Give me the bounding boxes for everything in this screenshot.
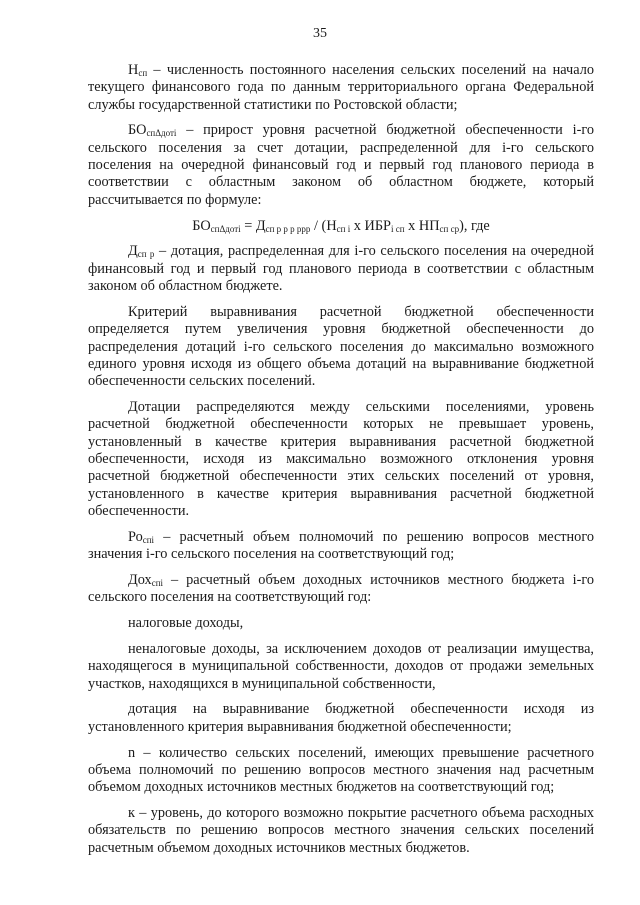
paragraph-distribution: Дотации распределяются между сельскими поселениями, уровень расчетной бюджетной обеспеченности которых не превышает уровень, установленный в качестве критерия выравнивания расчетной бюджетной обеспеченности, исходя из максимально возможного отклонения уровня расчетной бюджетной обеспеченности этих сельских поселений от уровня, установленного в качестве критерия выравнивания расчетной бюджетной обеспеченности. bbox=[88, 399, 594, 519]
symbol-subscript: сп р bbox=[137, 249, 155, 260]
document-body bbox=[88, 62, 594, 866]
symbol-subscript: спi bbox=[142, 534, 155, 545]
formula-ibr: х ИБР bbox=[350, 217, 392, 234]
formula-mid: / (Н bbox=[310, 217, 337, 234]
formula-np: х НП bbox=[404, 217, 440, 234]
definition-ro-sp bbox=[88, 529, 594, 564]
page-number: 35 bbox=[313, 26, 327, 41]
definition-text: – расчетный объем доходных источников местного бюджета i-го сельского поселения на соответствующий год: bbox=[88, 571, 594, 606]
definition-d-sp bbox=[88, 243, 594, 295]
list-item-subsidy: дотация на выравнивание бюджетной обеспеченности исходя из установленного критерия выравнивания бюджетной обеспеченности; bbox=[88, 701, 594, 735]
definition-text: – дотация, распределенная для i-го сельского поселения на очередной финансовый год и первый год планового периода в соответствии с областным законом об областном бюджете. bbox=[88, 243, 594, 295]
formula-n-sub: сп i bbox=[336, 223, 351, 234]
paragraph-criterion: Критерий выравнивания расчетной бюджетной обеспеченности определяется путем увеличения уровня бюджетной обеспеченности до распределения дотаций i-го сельского поселения до максимально возможного единого уровня исходя из общего объема дотаций на выравнивание бюджетной обеспеченности сельских поселений. bbox=[88, 303, 594, 390]
definition-text: – численность постоянного населения сельских поселений на начало текущего финансового года по данным территориального органа Федеральной службы государственной статистики по Ростовской области; bbox=[88, 62, 594, 113]
formula-tail: ), где bbox=[459, 217, 490, 234]
formula-lhs: БО bbox=[192, 217, 211, 234]
formula-lhs-sub: спΔдотi bbox=[210, 223, 241, 234]
formula bbox=[88, 218, 594, 235]
symbol-subscript: спi bbox=[151, 577, 164, 588]
definition-k: к – уровень, до которого возможно покрытие расчетного объема расходных обязательств по решению вопросов местного значения сельских поселений расчетным объемом доходных источников местных бюджетов. bbox=[88, 805, 594, 856]
symbol: БО bbox=[128, 122, 147, 139]
definition-bo-sp bbox=[88, 122, 594, 208]
formula-d-sub: сп р р р ррр bbox=[265, 223, 311, 234]
symbol: Дох bbox=[128, 571, 152, 588]
formula-eq: = Д bbox=[240, 217, 266, 234]
definition-text: – прирост уровня расчетной бюджетной обеспеченности i-го сельского поселения за счет дотации, распределенной для i-го сельского поселения на очередной финансовый год и первый год планового периода в соответствии с областным законом об областном бюджете, который рассчитывается по формуле: bbox=[88, 122, 594, 208]
symbol-subscript: сп bbox=[138, 68, 148, 78]
symbol: Д bbox=[128, 243, 138, 260]
definition-n-sp bbox=[88, 62, 594, 114]
definition-text: – расчетный объем полномочий по решению вопросов местного значения i-го сельского поселения на соответствующий год; bbox=[88, 528, 594, 562]
formula-np-sub: сп ср bbox=[439, 223, 460, 234]
definition-dox-sp bbox=[88, 572, 594, 607]
symbol-subscript: спΔдотi bbox=[146, 128, 177, 139]
definition-n: n – количество сельских поселений, имеющих превышение расчетного объема полномочий по решению вопросов местного значения над расчетным объемом доходных источников местных бюджетов на соответствующий год; bbox=[88, 744, 594, 796]
list-item-nontax-income: неналоговые доходы, за исключением доходов от реализации имущества, находящегося в муниципальной собственности, доходов от продажи земельных участков, находящихся в муниципальной собственности, bbox=[88, 640, 594, 692]
list-item-tax-income: налоговые доходы, bbox=[128, 615, 244, 632]
formula-ibr-sub: i сп bbox=[391, 223, 405, 234]
symbol: Ро bbox=[128, 528, 143, 545]
symbol: Н bbox=[128, 62, 139, 78]
